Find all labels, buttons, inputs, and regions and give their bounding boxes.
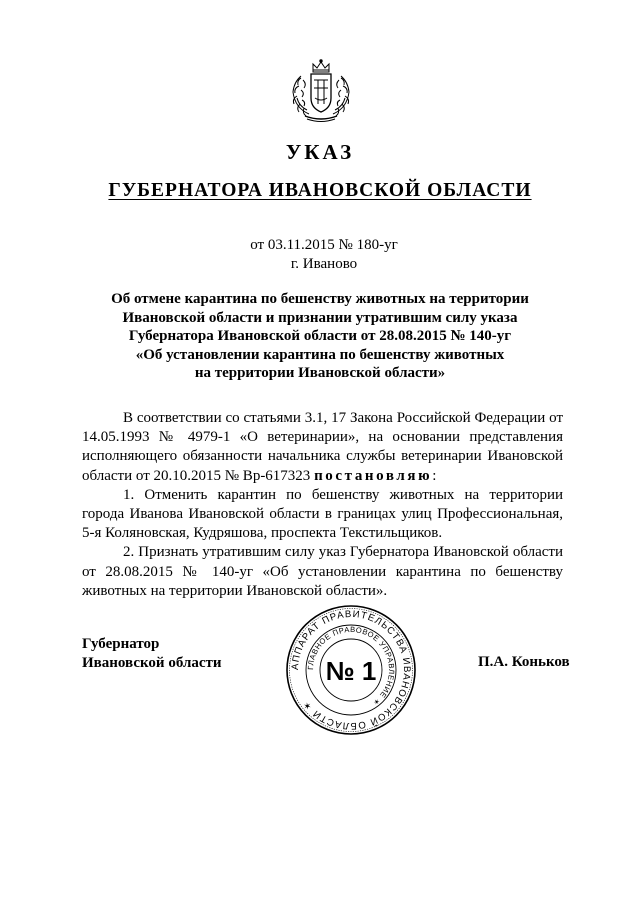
signer-position bbox=[82, 635, 222, 673]
signer-position-line: Ивановской области bbox=[82, 655, 222, 671]
coat-of-arms-emblem bbox=[285, 58, 357, 124]
item-1-paragraph: 1. Отменить карантин по бешенству животных на территории города Иванова Ивановской области в границах улиц Профессиональная, 5-я Коляновская, Кудряшова, проспекта Текстильщиков. bbox=[82, 486, 563, 542]
issuer-title: ГУБЕРНАТОРА ИВАНОВСКОЙ ОБЛАСТИ bbox=[108, 180, 532, 201]
preamble-text: В соответствии со статьями 3.1, 17 Закона Российской Федерации от 14.05.1993 № 4979-1 «О ветеринарии», на основании представления исполняющего обязанности начальника службы ветеринарии Ивановской области от 20.10.2015 № Вр-617323 bbox=[82, 410, 563, 484]
signer-name: П.А. Коньков bbox=[478, 654, 570, 670]
document-heading bbox=[80, 290, 560, 383]
stamp-ring-text: АППАРАТ ПРАВИТЕЛЬСТВА ИВАНОВСКОЙ ОБЛАСТИ ✶ bbox=[289, 608, 413, 732]
stamp-inner-text: ГЛАВНОЕ ПРАВОВОЕ УПРАВЛЕНИЕ ✶ bbox=[305, 624, 397, 708]
document-body bbox=[82, 409, 563, 601]
heading-line: на территории Ивановской области» bbox=[194, 365, 446, 381]
document-city: г. Иваново bbox=[290, 256, 358, 272]
official-stamp bbox=[285, 604, 417, 736]
decree-word: постановляю bbox=[314, 467, 433, 484]
heading-line: Об отмене карантина по бешенству животных на территории bbox=[111, 291, 529, 307]
preamble-paragraph: В соответствии со статьями 3.1, 17 Закона Российской Федерации от 14.05.1993 № 4979-1 «О ветеринарии», на основании представления исполняющего обязанности начальника службы ветеринарии Ивановской области от 20.10.2015 № Вр-617323 постановляю: bbox=[82, 410, 563, 484]
heading-line: «Об установлении карантина по бешенству животных bbox=[135, 346, 505, 363]
document-date-number: от 03.11.2015 № 180-уг bbox=[250, 237, 398, 253]
heading-line: Губернатора Ивановской области от 28.08.2015 № 140-уг bbox=[128, 328, 512, 344]
stamp-number: № 1 bbox=[325, 656, 377, 686]
item-2-paragraph: 2. Признать утратившим силу указ Губернатора Ивановской области от 28.08.2015 № 140-уг «Об установлении карантина по бешенству животных на территории Ивановской области». bbox=[82, 544, 563, 599]
document-type-title: УКАЗ bbox=[285, 140, 355, 164]
signer-position-line: Губернатор bbox=[82, 636, 160, 652]
heading-line: Ивановской области и признании утратившим силу указа bbox=[122, 309, 518, 326]
